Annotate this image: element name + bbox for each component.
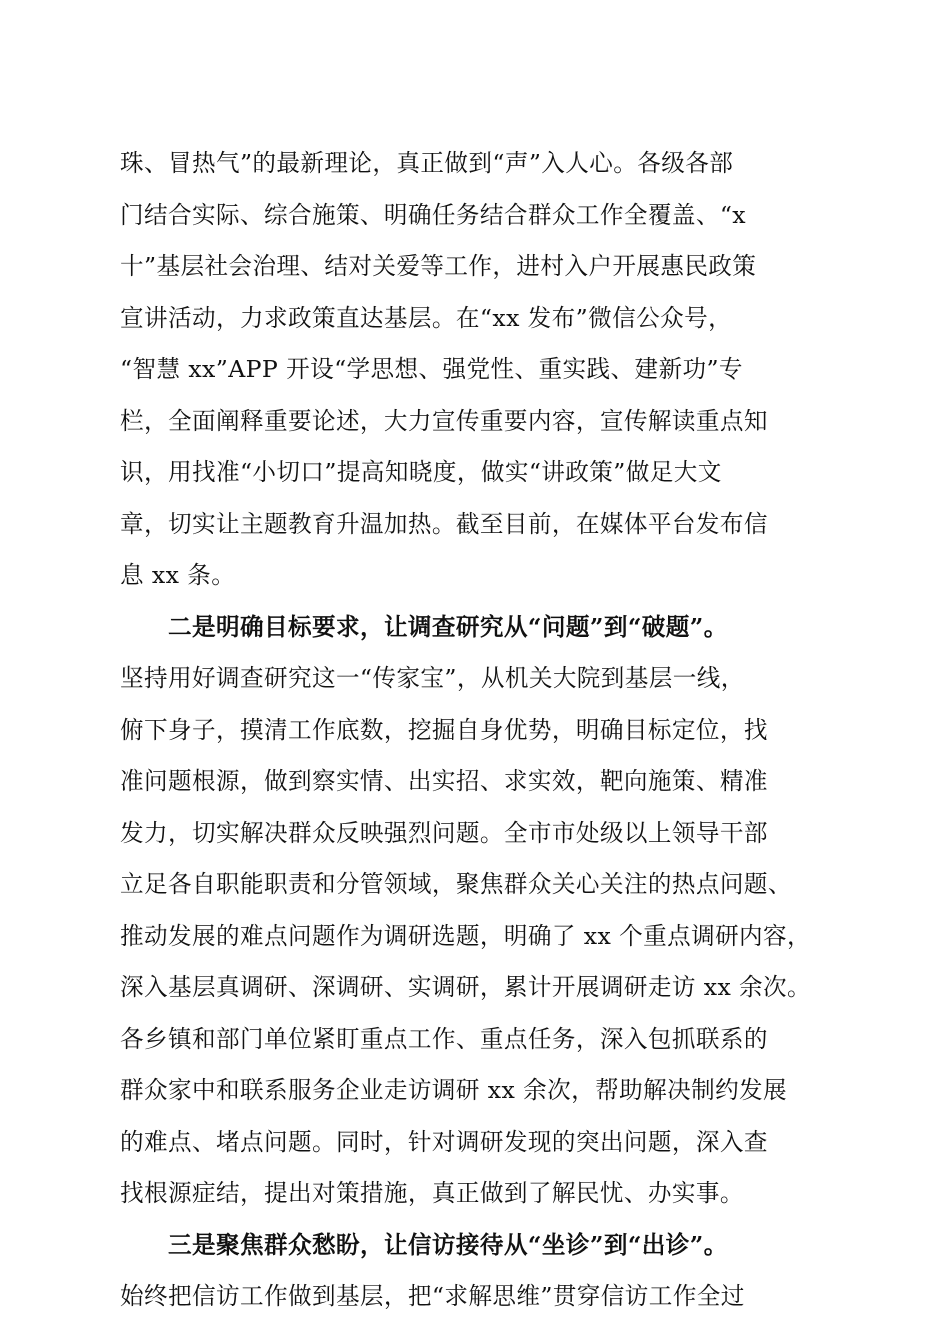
paragraph-2-line-3: 准问题根源，做到察实情、出实招、求实效，靶向施策、精准 [120,767,768,795]
paragraph-2-line-11: 找根源症结，提出对策措施，真正做到了解民忧、办实事。 [120,1179,744,1207]
paragraph-1-line-2: 门结合实际、综合施策、明确任务结合群众工作全覆盖、“x [120,200,747,229]
paragraph-1-line-6: 栏，全面阐释重要论述，大力宣传重要内容，宣传解读重点知 [120,406,768,435]
paragraph-2-line-8: 各乡镇和部门单位紧盯重点工作、重点任务，深入包抓联系的 [120,1024,768,1053]
paragraph-1-line-7: 识，用找准“小切口”提高知晓度，做实“讲政策”做足大文 [120,458,722,486]
paragraph-1-line-9: 息 xx 条。 [120,561,236,589]
paragraph-1-line-1: 珠、冒热气”的最新理论，真正做到“声”入人心。各级各部 [120,149,734,177]
paragraph-2-line-7: 深入基层真调研、深调研、实调研，累计开展调研走访 xx 余次。 [120,973,812,1001]
paragraph-2-line-4: 发力，切实解决群众反映强烈问题。全市市处级以上领导干部 [120,818,768,847]
paragraph-1-line-8: 章，切实让主题教育升温加热。截至目前，在媒体平台发布信 [120,509,768,538]
paragraph-2-line-2: 俯下身子，摸清工作底数，挖掘自身优势，明确目标定位，找 [120,715,768,744]
paragraph-1-line-4: 宣讲活动，力求政策直达基层。在“xx 发布”微信公众号， [120,303,733,332]
paragraph-1-line-5: “智慧 xx”APP 开设“学思想、强党性、重实践、建新功”专 [120,355,743,383]
paragraph-2-line-5: 立足各自职能职责和分管领域，聚焦群众关心关注的热点问题、 [120,870,792,898]
paragraph-1-line-3: 十”基层社会治理、结对关爱等工作，进村入户开展惠民政策 [120,252,757,280]
paragraph-2-line-9: 群众家中和联系服务企业走访调研 xx 余次，帮助解决制约发展 [120,1076,788,1104]
paragraph-3-heading: 三是聚焦群众愁盼，让信访接待从“坐诊”到“出诊”。 [168,1230,728,1259]
paragraph-2-line-6: 推动发展的难点问题作为调研选题，明确了 xx 个重点调研内容， [120,921,812,950]
paragraph-2-line-10: 的难点、堵点问题。同时，针对调研发现的突出问题，深入查 [120,1127,768,1156]
paragraph-2-line-1: 坚持用好调查研究这一“传家宝”，从机关大院到基层一线， [120,664,745,692]
document-body [120,138,840,1323]
paragraph-3-line-1: 始终把信访工作做到基层，把“求解思维”贯穿信访工作全过 [120,1282,745,1310]
paragraph-2-heading: 二是明确目标要求，让调查研究从“问题”到“破题”。 [168,612,728,641]
